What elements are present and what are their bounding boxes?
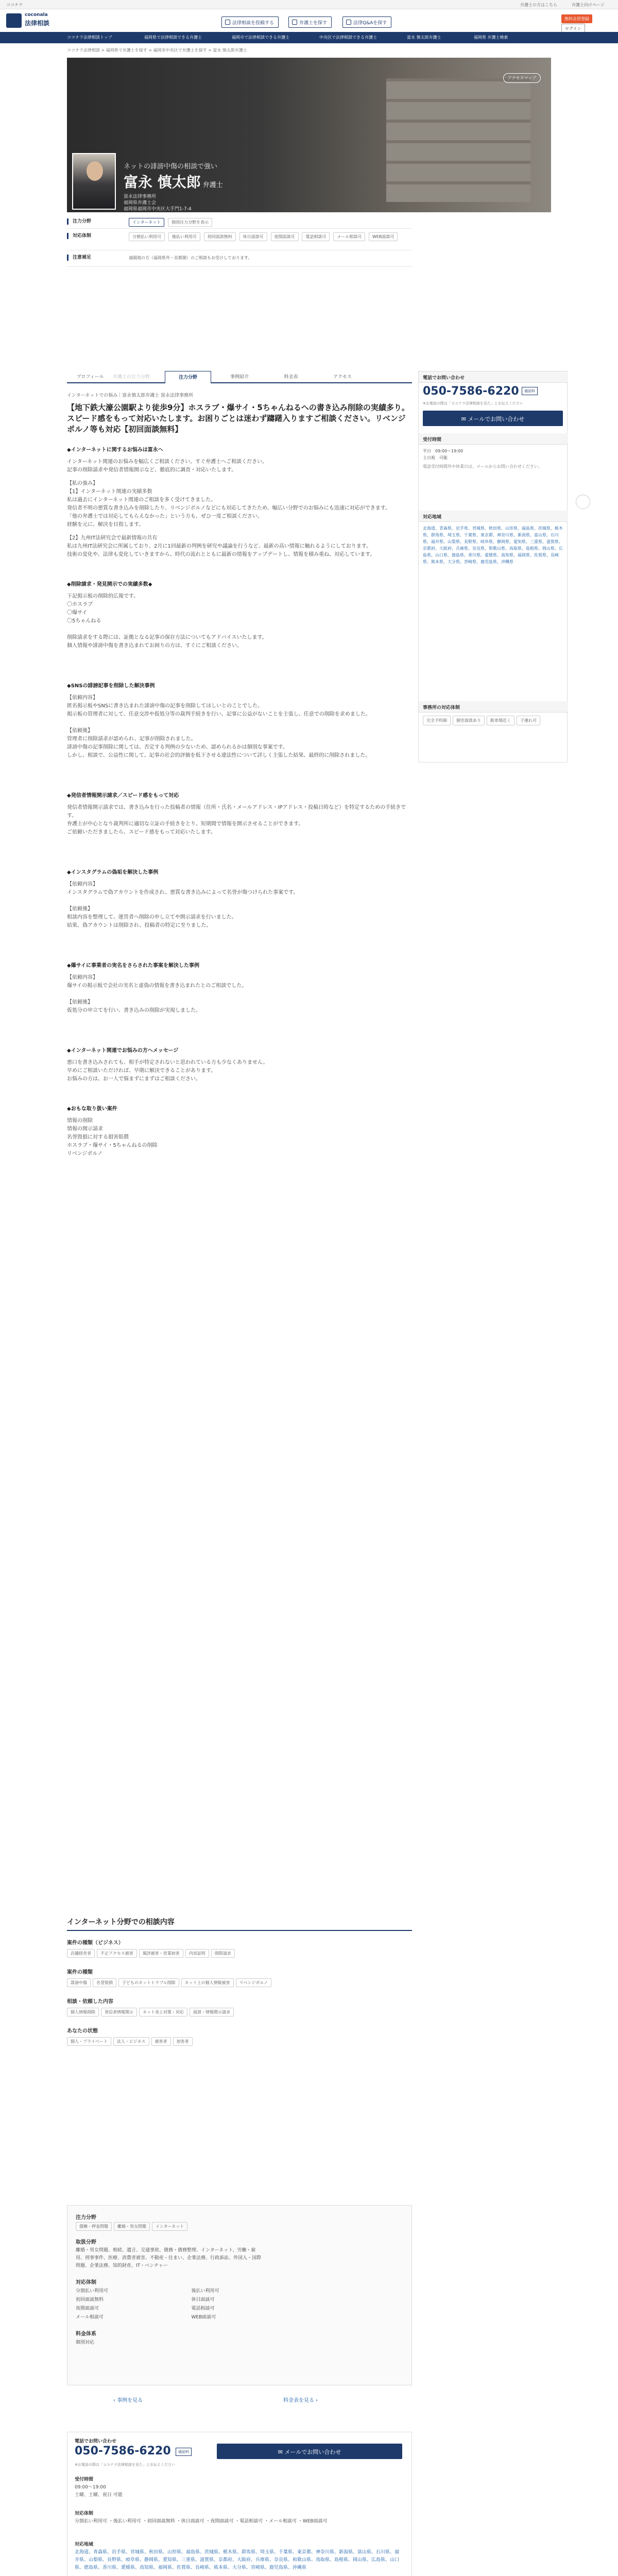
site-name[interactable]: ココナラ	[6, 3, 23, 7]
login-button[interactable]: ログイン	[561, 24, 585, 33]
section-heading: ◆削除請求・発見開示での実績多数◆	[67, 582, 152, 587]
hours-list: 平日 09:00～19:00 土日祝 可能 電話受付時間外や休業日は、メールからお問い合わせください。	[423, 449, 542, 469]
service-tag: 分割払い利用可	[129, 232, 165, 241]
phone-number[interactable]: 050-7586-6220	[423, 385, 519, 398]
tag-group: 誹謗中傷 名誉毀損 子どものネットトラブル削除 ネット上の個人情報被害 リベンジポルノ	[67, 1978, 412, 1989]
lawyer-name: 富永 慎太郎 弁護士	[124, 174, 223, 191]
nav-item[interactable]: 福岡県で法律相談できる弁護士	[144, 35, 202, 40]
contact-sidebar	[418, 371, 568, 762]
signup-button[interactable]: 無料会員登録	[561, 14, 592, 23]
fee-text: 個別対応	[76, 2340, 95, 2345]
tab-focus[interactable]: 注力分野	[165, 371, 211, 383]
phone-heading: 電話でお問い合わせ	[419, 371, 568, 383]
notes-label: 注意補足	[67, 255, 91, 261]
face-image	[87, 161, 103, 181]
mail-contact-button[interactable]: ✉ メールでお問い合わせ	[423, 411, 563, 426]
nav-item[interactable]: 中央区で法律相談できる弁護士	[319, 35, 377, 40]
site-header	[0, 9, 618, 32]
section-body: インターネット関連のお悩みを幅広くご相談ください。すぐ弁護士へご相談ください。 記事の削除請求や発信者情報開示など、徹底的に調査・対応いたします。	[67, 459, 268, 473]
group-heading: 相談・依頼した内容	[67, 1999, 113, 2005]
section-meta: インターネットでの悩み｜富永慎太郎弁護士 富永法律事務所	[67, 393, 194, 398]
bar-association: 福岡県弁護士会	[124, 200, 157, 206]
tag-group: 個人情報削除 発信者情報開示 ネット炎上対策・対応 面談・情報開示請求	[67, 2008, 412, 2018]
consult-title: インターネット分野での相談内容	[67, 1917, 412, 1931]
group-heading: 案件の種類	[67, 1970, 93, 1975]
nav-item[interactable]: 福岡市で法律相談できる弁護士	[232, 35, 289, 40]
profile-hero	[67, 58, 551, 212]
pencil-icon	[225, 20, 230, 25]
call-fee-badge: 通話料	[522, 387, 538, 395]
group-heading: あなたの状態	[67, 2028, 98, 2034]
section-body: 【2】九州IT法研究会で最新情報の共有 私は九州IT法研究会に所属しており、2月に1回最新の判例を研究や議論を行うなど、最新の高い情報に触れるようにしております。 技術の変化や、法律も変化していきますから、時代の流れとともに最新の情報をアップデートし、情報を積み重ね、対応しています。	[67, 535, 375, 557]
post-consult-button[interactable]: 法律相談を投稿する	[221, 16, 279, 28]
focus-field-tag[interactable]: インターネット	[129, 218, 164, 227]
tab-fees[interactable]: 料金表	[284, 375, 298, 380]
section-body: 【依頼内容】 匿名掲示板やSNSに書き込まれた誹謗中傷の記事を削除してほしいとのことでした。 掲示板の管理者に対して、任意交渉や仮処分等の裁判手続きを行い、記事に公益がないことを主張し、任意での削除を求めました。 【依頼後】 管理者に削除請求が認められ、記事が削除されました。 誹謗中傷の記事削除に関しては、否定する判例の少ないため、認められるかは個別な事案です。 しかし、相談で、公益性に関して、記事の社会的評価を低下させる違法性について詳しく主張した結果、最終的に削除されました。	[67, 695, 371, 758]
logo-main[interactable]: 法律相談	[25, 20, 50, 27]
page-headline: 【地下鉄大濠公園駅より徒歩9分】ホスラブ・爆サイ・5ちゃんねるへの書き込み削除の実績多り。スピード感をもって対応いたします。お困りごとは迷わず躊躇入りますご相談ください。リベンジポルノ等も対応【初回面談無料】	[67, 403, 409, 434]
section-heading: ◆爆サイに事業者の実名をさらされた事案を解決した事例	[67, 963, 199, 969]
hours-text: 09:00～19:00 土曜、土曜、祝日 可能	[75, 2485, 123, 2498]
summary-heading: 注力分野	[76, 2215, 96, 2221]
find-qa-button[interactable]: 法律Q&Aを探す	[342, 16, 391, 28]
tab-focus-list[interactable]: 弁護士の注力分野	[112, 375, 150, 380]
bookshelf-image	[386, 78, 530, 202]
section-heading: ◆SNSの誹謗記事を削除した解決事例	[67, 683, 155, 689]
consult-content-section	[67, 1917, 412, 2184]
office-flags: 完全予約制 個室面談あり 駐車場近く 子連れ可	[423, 716, 564, 727]
notes-row	[67, 251, 412, 267]
tag-group: 個人・プライベート 法人・ビジネス 被害者 加害者	[67, 2037, 412, 2047]
region-heading: 対応地域	[419, 511, 568, 522]
logo-top: coconala	[25, 12, 48, 18]
question-icon	[346, 20, 351, 25]
service-tag: WEB面談可	[369, 232, 398, 241]
focus-field-row	[67, 215, 412, 229]
scroll-button[interactable]	[576, 495, 590, 509]
register-link[interactable]: 弁護士の方はこちら	[520, 3, 557, 7]
group-heading: 案件の種類（ビジネス）	[67, 1940, 124, 1946]
pager	[67, 2391, 412, 2411]
services-row	[67, 230, 412, 250]
mail-icon: ✉	[461, 416, 468, 422]
support-list: 分割払い利用可 初回面談無料 夜間面談可 メール相談可 後払い利用可 休日面談可 電話相談可 WEB面談可	[76, 2289, 219, 2320]
show-focus-button[interactable]: 個別注力分野を表示	[168, 218, 212, 227]
search-icon	[292, 20, 297, 25]
office-address: 福岡県福岡市中央区大手門1-7-4	[124, 207, 192, 212]
office-name: 富永法律事務所	[124, 194, 157, 199]
service-tag: 電話相談可	[302, 232, 330, 241]
section-heading: ◆おもな取り扱い案件	[67, 1106, 117, 1112]
support-heading: 対応体制	[75, 2511, 94, 2516]
summary-heading: 取扱分野	[76, 2240, 96, 2245]
lawyer-summary-box	[67, 2205, 412, 2385]
focus-field-label: 注力分野	[67, 218, 91, 225]
notes-text: 遠隔地の方（福岡県外・首都圏）のご相談もお受けしております。	[129, 256, 252, 260]
find-lawyer-button[interactable]: 弁護士を探す	[288, 16, 332, 28]
mail-contact-button[interactable]: ✉ メールでお問い合わせ	[217, 2444, 402, 2459]
section-body: 発信者情報開示請求では、書き込みを行った投稿者の情報（住所・氏名・メールアドレス・IPアドレス・投稿日時など）を特定するための手続きです。 弁護士が中心となり裁判所に適切な立証の手続きをとり、短期間で情報を開示させることができます。 ご依頼いただきましたら、スピード感をもって対応いたします。	[67, 805, 406, 835]
section-body: 【依頼内容】 インスタグラムで偽アカウントを作成され、悪質な書き込みによって名誉が傷つけられた事案です。 【依頼後】 相談内容を整理して、運営者へ削除の申し立てや開示請求を行いました。 結果、偽アカウントは削除され、投稿者の特定に至りました。	[67, 882, 299, 928]
hours-heading: 受付時間	[419, 433, 568, 445]
prev-link[interactable]: ‹ 事例を見る	[113, 2398, 143, 2403]
nav-item[interactable]: 富永 慎太郎弁護士	[407, 35, 441, 40]
hours-heading: 受付時間	[75, 2477, 94, 2482]
tab-profile[interactable]: プロフィール	[76, 375, 104, 380]
tab-cases[interactable]: 事例紹介	[230, 375, 249, 380]
section-body: 【私の強み】 【1】インターネット関連の実績多数 私は過去にインターネット関連のご相談を多く受けてきました。 発信者不明の悪質な書き込みを削除したり、リベンジポルノなどにも対応してきたため、幅広い分野でのお悩みにも迅速に対応ができます。 「他の弁護士では対応してもらえなかった」という方も、ぜひ一度ご相談ください。 経験を元に、解決を目指します。	[67, 481, 390, 528]
nav-item[interactable]: ココナラ法律相談トップ	[67, 35, 112, 40]
phone-note: ※お電話の際は「ココナラ法律相談を見た」とお伝えください	[75, 2463, 175, 2467]
lawyer-photo	[72, 153, 116, 210]
contact-block	[67, 2432, 412, 2576]
service-tag: 夜間面談可	[271, 232, 299, 241]
next-link[interactable]: 料金表を見る ›	[283, 2398, 318, 2403]
tag-group: 債権・押金問題 離婚・男女問題 インターネット	[76, 2222, 190, 2232]
tag-group: 店舗経営者 不正アクセス被害 風評被害・営業妨害 内容証明 削除請求	[67, 1949, 412, 1959]
section-body: 悪口を書き込みされても、相手が特定されないと思われている方も少なくありません。 早めにご相談いただければ、早期に解決できることがあります。 お悩みの方は、お一人で悩まずにまずはご相談ください。	[67, 1060, 268, 1082]
section-body: 【依頼内容】 爆サイの掲示板で会社の実名と虚偽の情報を書き込まれたとのご相談でした。 【依頼後】 仮処分の申立てを行い、書き込みの削除が実現しました。	[67, 975, 247, 1013]
service-tag: 初回面談無料	[204, 232, 236, 241]
main-content	[67, 392, 412, 1896]
services-label: 対応体制	[67, 233, 91, 239]
summary-heading: 料金体系	[76, 2331, 96, 2337]
phone-heading: 電話でお問い合わせ	[75, 2439, 117, 2444]
service-tag: 後払い利用可	[168, 232, 200, 241]
logo-icon[interactable]	[6, 13, 22, 28]
section-body: 情報の削除 情報の開示請求 名誉毀損に対する損害賠償 ホスラブ・爆サイ・5ちゃんねるの削除 リベンジポルノ	[67, 1118, 158, 1157]
service-tag: 休日面談可	[239, 232, 267, 241]
call-fee-badge: 通話料	[176, 2448, 192, 2456]
profile-tabs	[67, 371, 412, 383]
section-body: 下記掲示板の削除的広報です。 〇ホスラブ 〇爆サイ 〇5ちゃんねる 削除請求をする際には、証拠となる記事の保存方法についてもアドバイスいたします。 個人情報や誹謗中傷を書き込まれてお困りの方は、すぐにご相談ください。	[67, 594, 267, 649]
hero-catch: ネットの誹謗中傷の相談で強い	[124, 163, 218, 171]
region-list[interactable]: 北海道、青森県、岩手県、宮城県、秋田県、山形県、福島県、茨城県、栃木県、群馬県、埼玉県、千葉県、東京都、神奈川県、新潟県、富山県、石川県、福井県、山梨県、長野県、岐阜県、静岡県、愛知県、三重県、滋賀県、京都府、大阪府、兵庫県、奈良県、和歌山県、鳥取県、島根県、岡山県、広島県、山口県、徳島県、香川県、愛媛県、高知県、福岡県、佐賀県、長崎県、熊本県、大分県、宮崎県、鹿児島県、沖縄県	[75, 2550, 400, 2570]
phone-note: ※お電話の際は「ココナラ法律相談を見た」とお伝えください	[423, 401, 523, 405]
top-strip	[0, 0, 618, 9]
access-map-button[interactable]: アクセスマップ	[503, 73, 541, 83]
office-support-heading: 事務所の対応体制	[419, 701, 568, 713]
phone-number[interactable]: 050-7586-6220	[75, 2445, 171, 2458]
nav-item[interactable]: 福岡県 弁護士検索	[474, 35, 508, 40]
summary-heading: 対応体制	[76, 2280, 96, 2285]
lawyer-page-link[interactable]: 弁護士向けページ	[572, 3, 605, 7]
section-heading: ◆インターネット関連でお悩みの方へメッセージ	[67, 1048, 179, 1054]
fields-text: 離婚・男女問題、相続、遺言、交通事故、債務・債務整理、インターネット、労働・雇用、刑事事件、医療、消費者被害、不動産・住まい、企業法務、行政訴訟、外国人・国際問題、企業法務、知的財産、IT・ベンチャー	[76, 2248, 262, 2268]
tab-access[interactable]: アクセス	[333, 375, 352, 380]
region-list[interactable]: 北海道、青森県、岩手県、宮城県、秋田県、山形県、福島県、茨城県、栃木県、群馬県、埼玉県、千葉県、東京都、神奈川県、新潟県、富山県、石川県、福井県、山梨県、長野県、岐阜県、静岡県、愛知県、三重県、滋賀県、京都府、大阪府、兵庫県、奈良県、和歌山県、鳥取県、島根県、岡山県、広島県、山口県、徳島県、香川県、愛媛県、高知県、福岡県、佐賀県、長崎県、熊本県、大分県、宮崎県、鹿児島県、沖縄県	[423, 526, 563, 564]
support-text: 分割払い利用可 ・後払い利用可 ・初回面談無料 ・休日面談可 ・夜間面談可 ・電話相談可 ・メール相談可 ・WEB面談可	[75, 2519, 328, 2524]
global-nav	[0, 32, 618, 43]
section-heading: ◆インターネットに関するお悩みは富永へ	[67, 447, 163, 453]
section-heading: ◆発信者情報開示請求／スピード感をもって対応	[67, 793, 179, 799]
region-heading: 対応地域	[75, 2542, 94, 2547]
section-heading: ◆インスタグラムの偽垢を解決した事例	[67, 870, 159, 875]
service-tag: メール相談可	[333, 232, 365, 241]
breadcrumb[interactable]: ココナラ法律相談 > 福岡県で弁護士を探す > 福岡市中央区で弁護士を探す > 富永 慎太郎弁護士	[67, 48, 247, 53]
